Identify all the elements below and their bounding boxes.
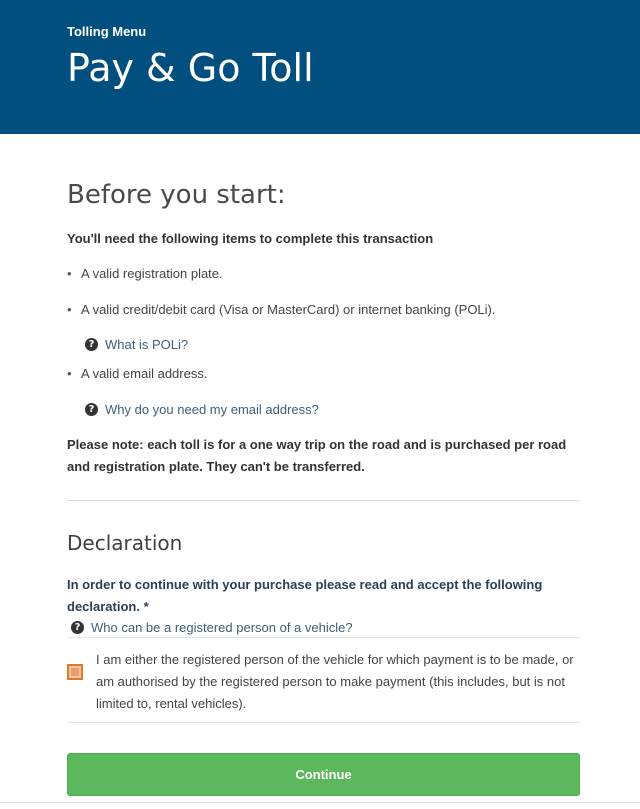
transfer-note: Please note: each toll is for a one way trip on the road and is purchased per road and registration plate. They can't be transferred. [67, 437, 567, 474]
registered-person-link[interactable] [71, 620, 353, 635]
continue-button[interactable]: Continue [67, 753, 580, 796]
registered-person-label: Who can be a registered person of a vehicle? [91, 620, 353, 635]
declaration-top-line [67, 637, 580, 638]
declaration-bottom-line [67, 722, 580, 723]
items-needed-intro: You'll need the following items to complete this transaction [67, 231, 434, 246]
declaration-accept-text[interactable]: I am either the registered person of the vehicle for which payment is to be made, or am authorised by the registered person to make payment (this includes, but is not limited to, rental vehicles). [96, 652, 574, 711]
list-item: • A valid email address. [81, 366, 207, 381]
breadcrumb[interactable]: Tolling Menu [67, 24, 147, 39]
declaration-checkbox[interactable] [67, 664, 83, 680]
page-title: Pay & Go Toll [67, 46, 314, 90]
why-email-link[interactable] [85, 402, 319, 417]
declaration-intro: In order to continue with your purchase please read and accept the following declaration. * [67, 577, 543, 614]
list-item: • A valid credit/debit card (Visa or MasterCard) or internet banking (POLi). [81, 302, 496, 317]
before-you-start-heading: Before you start: [67, 180, 286, 210]
question-circle-icon: ? [85, 338, 98, 351]
page-header [0, 0, 640, 134]
why-email-label: Why do you need my email address? [105, 402, 319, 417]
page-bottom-border [0, 802, 640, 803]
declaration-heading: Declaration [67, 531, 183, 555]
what-is-poli-link[interactable] [85, 337, 188, 352]
question-circle-icon: ? [85, 403, 98, 416]
question-circle-icon: ? [71, 621, 84, 634]
what-is-poli-label: What is POLi? [105, 337, 189, 352]
section-divider [67, 500, 580, 501]
list-item: • A valid registration plate. [81, 266, 223, 281]
checkbox-fill [71, 668, 79, 676]
